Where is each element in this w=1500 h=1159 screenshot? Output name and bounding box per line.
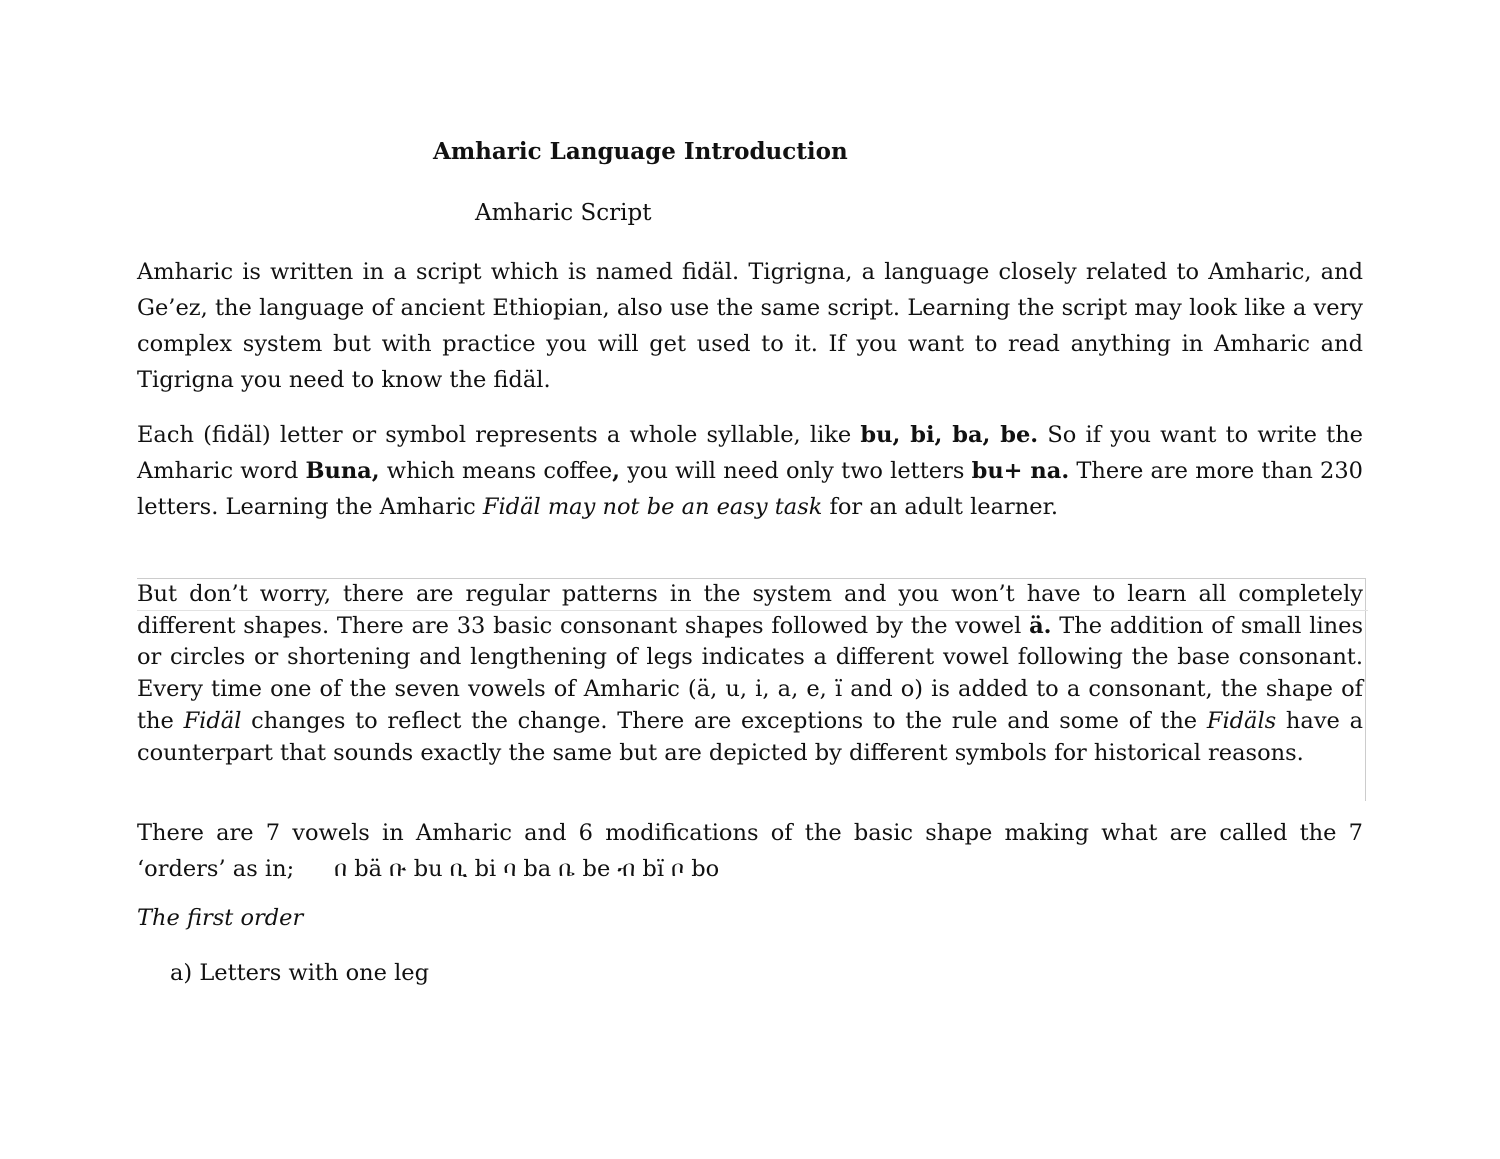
document-title: Amharic Language Introduction <box>433 138 848 165</box>
list-item: a) Letters with one leg <box>170 960 430 986</box>
paragraph-orders <box>137 815 1363 887</box>
bold-text: bu, bi, ba, be. <box>860 422 1039 448</box>
italic-text: Fidäl <box>183 707 242 734</box>
text: for an adult learner. <box>822 494 1059 520</box>
italic-text: Fidäl may not be an easy task <box>482 494 823 520</box>
text: There are more than 230 letters. Learning the Amharic <box>137 458 1363 520</box>
first-order-heading: The first order <box>137 905 304 931</box>
text: So if you want to write the Amharic word <box>137 422 1363 484</box>
text: you will need only two letters <box>619 458 972 484</box>
text: changes to reflect the change. There are exceptions to the rule and some of the <box>241 707 1207 734</box>
bold-text: bu+ na. <box>971 458 1070 484</box>
paragraph-syllables <box>137 417 1363 525</box>
text: The addition of small lines or circles or shortening and lengthening of legs indicates a different vowel following the base consonant. Every time one of the seven vowels of Amharic (ä, u, i, a, e, ï and o) is added to a consonant, the shape of the <box>137 612 1363 734</box>
italic-text: Fidäls <box>1206 707 1277 734</box>
paragraph-intro: Amharic is written in a script which is named fidäl. Tigrigna, a language closely related to Amharic, and Ge’ez, the language of ancient Ethiopian, also use the same script. Learning the script may look like a very complex system but with practice you will get used to it. If you want to read anything in Amharic and Tigrigna you need to know the fidäl. <box>137 259 1363 393</box>
table-divider <box>137 610 1368 611</box>
orders-example: በ bä ቡ bu ቢ bi ባ ba ቤ be ብ bï ቦ bo <box>334 856 720 882</box>
bold-text: Buna, <box>305 458 380 484</box>
bold-text: , <box>612 458 620 484</box>
paragraph-patterns <box>137 578 1366 801</box>
bold-text: ä. <box>1029 612 1052 639</box>
text: There are 7 vowels in Amharic and 6 modifications of the basic shape making what are called the 7 ‘orders’ as in; <box>137 820 1363 882</box>
text: Each (fidäl) letter or symbol represents a whole syllable, like <box>137 422 861 448</box>
text: But don’t worry, there are regular patterns in the system and you won’t have to learn all completely different shapes. There are 33 basic consonant shapes followed by the vowel <box>137 581 1363 639</box>
section-subtitle: Amharic Script <box>475 200 652 226</box>
text: which means coffee <box>379 458 613 484</box>
text: have a counterpart that sounds exactly the same but are depicted by different symbols for historical reasons. <box>137 707 1363 766</box>
